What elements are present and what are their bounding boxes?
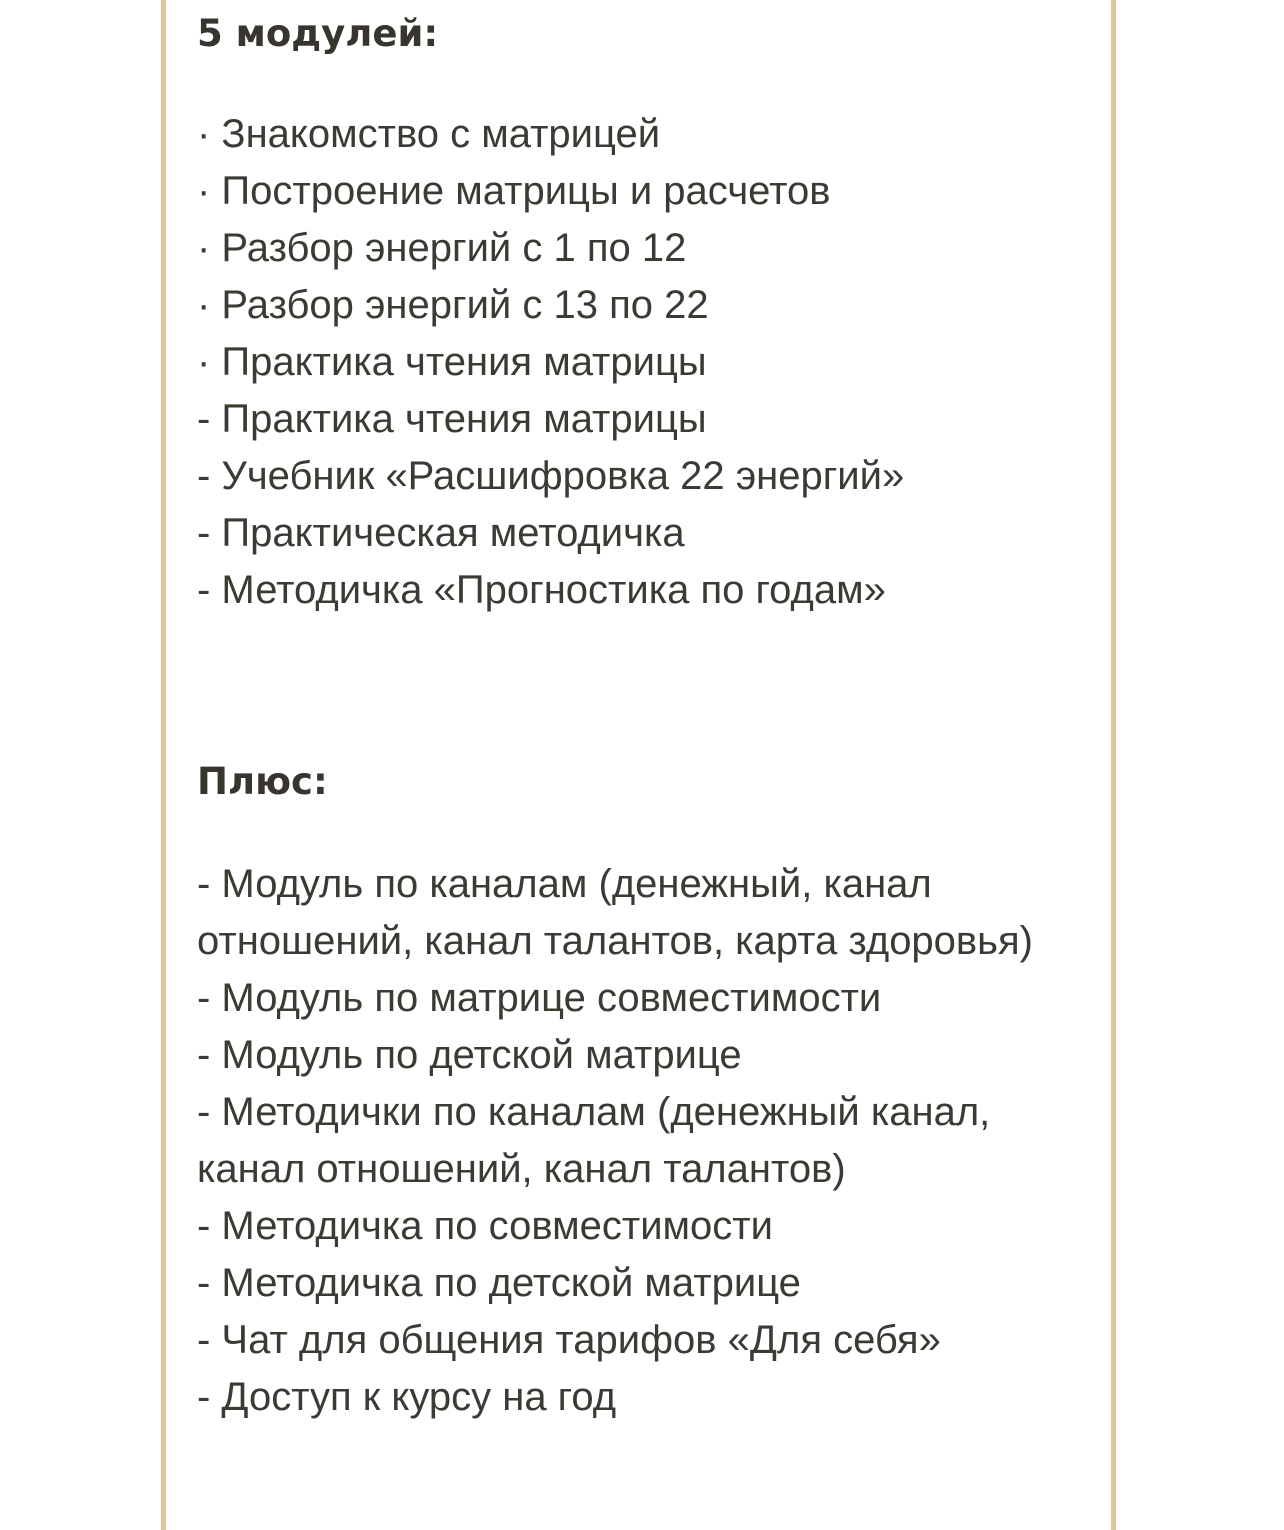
- plus-list: [197, 856, 1077, 1426]
- list-item: · Практика чтения матрицы: [197, 340, 707, 384]
- list-item: · Разбор энергий с 1 по 12: [197, 226, 687, 270]
- list-item: · Знакомство с матрицей: [197, 112, 661, 156]
- list-item: - Методички по каналам (денежный канал, канал отношений, канал талантов): [197, 1090, 991, 1191]
- list-item: - Модуль по каналам (денежный, канал отношений, канал талантов, карта здоровья): [197, 862, 1033, 963]
- modules-heading: 5 модулей:: [197, 12, 439, 55]
- list-item: - Модуль по детской матрице: [197, 1033, 742, 1077]
- list-item: - Практическая методичка: [197, 511, 685, 555]
- card-content: [197, 12, 1077, 1426]
- list-item: - Практика чтения матрицы: [197, 397, 707, 441]
- list-item: - Методичка по детской матрице: [197, 1261, 801, 1305]
- list-item: - Методичка «Прогностика по годам»: [197, 568, 886, 612]
- list-item: - Чат для общения тарифов «Для себя»: [197, 1318, 941, 1362]
- list-item: - Учебник «Расшифровка 22 энергий»: [197, 454, 905, 498]
- list-item: - Доступ к курсу на год: [197, 1375, 617, 1419]
- list-item: · Построение матрицы и расчетов: [197, 169, 831, 213]
- modules-list: [197, 106, 1077, 619]
- list-item: - Методичка по совместимости: [197, 1204, 773, 1248]
- plus-heading: Плюс:: [197, 760, 328, 803]
- list-item: - Модуль по матрице совместимости: [197, 976, 882, 1020]
- list-item: · Разбор энергий с 13 по 22: [197, 283, 709, 327]
